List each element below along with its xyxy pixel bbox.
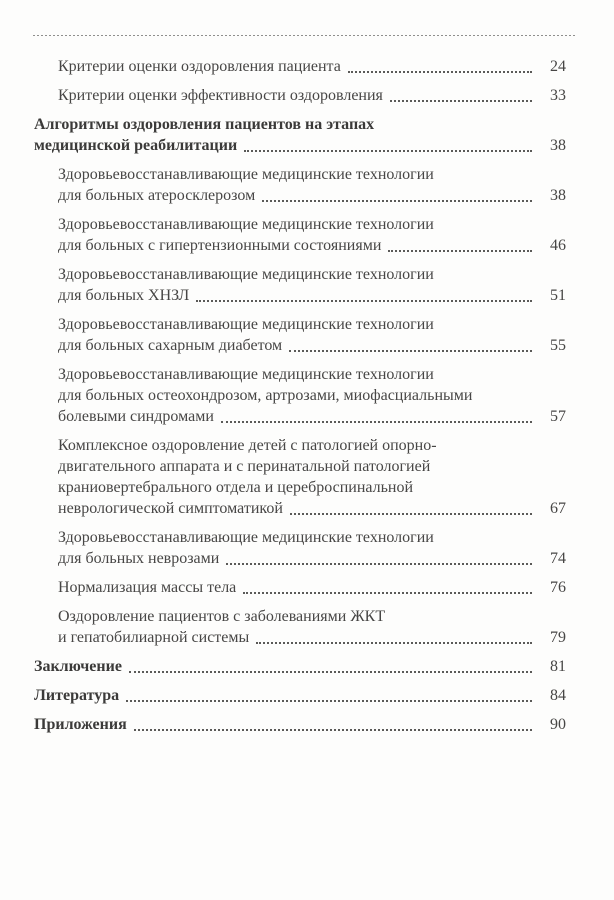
toc-entry-text: для больных атеросклерозом xyxy=(58,187,256,204)
page-number: 33 xyxy=(550,87,566,104)
toc-entry-text: Оздоровление пациентов с заболеваниями ЖКТ xyxy=(58,608,386,625)
dot-leader xyxy=(388,250,532,252)
toc-entry xyxy=(34,364,566,427)
page-number: 55 xyxy=(550,337,566,354)
toc-entry-text: для больных с гипертензионными состояниями xyxy=(58,237,382,254)
toc-entry-text: Здоровьевосстанавливающие медицинские технологии xyxy=(58,216,434,233)
page-number: 57 xyxy=(550,408,566,425)
toc-entry xyxy=(34,264,566,306)
dot-leader xyxy=(348,71,532,73)
toc-entry-line xyxy=(58,627,566,648)
toc-entry-text: для больных сахарным диабетом xyxy=(58,337,283,354)
toc-entry-text: Здоровьевосстанавливающие медицинские технологии xyxy=(58,529,434,546)
toc-entry-text: Здоровьевосстанавливающие медицинские технологии xyxy=(58,366,434,383)
toc-entry xyxy=(34,714,566,735)
dot-leader xyxy=(244,150,532,152)
page-number: 67 xyxy=(550,500,566,517)
toc-entry xyxy=(34,527,566,569)
dot-leader xyxy=(221,421,532,423)
toc-entry xyxy=(34,656,566,677)
toc-entry-text: для больных неврозами xyxy=(58,550,220,567)
toc-entry-line xyxy=(58,548,566,569)
toc-entry-text: Заключение xyxy=(34,658,122,675)
toc-entry-text: неврологической симптоматикой xyxy=(58,500,283,517)
dot-leader xyxy=(390,100,532,102)
toc-entry-line xyxy=(58,164,566,185)
header-rule xyxy=(33,35,576,36)
toc-entry-line xyxy=(58,285,566,306)
toc-entry-line xyxy=(58,606,566,627)
dot-leader xyxy=(196,300,532,302)
toc-entry-text: и гепатобилиарной системы xyxy=(58,629,250,646)
toc-entry-line xyxy=(58,385,566,406)
table-of-contents xyxy=(34,56,566,743)
page-number: 74 xyxy=(550,550,566,567)
toc-entry-text: Приложения xyxy=(34,716,127,733)
toc-entry xyxy=(34,214,566,256)
toc-entry-line xyxy=(58,185,566,206)
dot-leader xyxy=(262,200,532,202)
dot-leader xyxy=(129,671,532,673)
toc-entry-line xyxy=(58,435,566,456)
toc-entry-line xyxy=(58,235,566,256)
toc-entry-line xyxy=(58,314,566,335)
toc-entry-line xyxy=(58,85,566,106)
toc-entry xyxy=(34,164,566,206)
page-number: 46 xyxy=(550,237,566,254)
toc-entry-line xyxy=(58,264,566,285)
toc-entry-text: Здоровьевосстанавливающие медицинские технологии xyxy=(58,166,434,183)
page-number: 38 xyxy=(550,137,566,154)
toc-entry-line xyxy=(58,56,566,77)
toc-entry-text: для больных остеохондрозом, артрозами, миофасциальными xyxy=(58,387,473,404)
toc-entry xyxy=(34,56,566,77)
page-number: 84 xyxy=(550,687,566,704)
dot-leader xyxy=(126,700,532,702)
dot-leader xyxy=(289,350,532,352)
toc-entry xyxy=(34,85,566,106)
toc-entry-text: Алгоритмы оздоровления пациентов на этапах xyxy=(34,116,375,133)
toc-entry-line xyxy=(58,214,566,235)
toc-entry-text: болевыми синдромами xyxy=(58,408,214,425)
toc-entry-line xyxy=(58,456,566,477)
page-number: 24 xyxy=(550,58,566,75)
toc-entry xyxy=(34,314,566,356)
toc-entry-line xyxy=(58,335,566,356)
dot-leader xyxy=(256,642,532,644)
page-number: 51 xyxy=(550,287,566,304)
toc-entry-text: двигательного аппарата и с перинатальной патологией xyxy=(58,458,431,475)
toc-entry-text: Критерии оценки оздоровления пациента xyxy=(58,58,341,75)
toc-entry-line xyxy=(58,406,566,427)
toc-entry-line xyxy=(34,656,566,677)
toc-entry-text: Литература xyxy=(34,687,120,704)
toc-entry-line xyxy=(58,498,566,519)
dot-leader xyxy=(134,729,532,731)
toc-entry-text: Нормализация массы тела xyxy=(58,579,237,596)
page-number: 79 xyxy=(550,629,566,646)
toc-entry-text: для больных ХНЗЛ xyxy=(58,287,190,304)
dot-leader xyxy=(226,563,532,565)
toc-entry-text: медицинской реабилитации xyxy=(34,137,238,154)
toc-entry xyxy=(34,577,566,598)
toc-entry-line xyxy=(58,477,566,498)
page-number: 38 xyxy=(550,187,566,204)
page-number: 90 xyxy=(550,716,566,733)
toc-entry-line xyxy=(34,714,566,735)
toc-entry xyxy=(34,606,566,648)
toc-entry xyxy=(34,114,566,156)
toc-entry xyxy=(34,435,566,519)
toc-entry-line xyxy=(34,135,566,156)
page-number: 76 xyxy=(550,579,566,596)
toc-entry-text: Здоровьевосстанавливающие медицинские технологии xyxy=(58,316,434,333)
toc-entry-text: Критерии оценки эффективности оздоровления xyxy=(58,87,383,104)
toc-entry-line xyxy=(58,364,566,385)
toc-entry xyxy=(34,685,566,706)
toc-entry-text: Здоровьевосстанавливающие медицинские технологии xyxy=(58,266,434,283)
toc-entry-line xyxy=(34,685,566,706)
page-number: 81 xyxy=(550,658,566,675)
toc-entry-line xyxy=(58,527,566,548)
toc-entry-line xyxy=(58,577,566,598)
dot-leader xyxy=(243,592,532,594)
dot-leader xyxy=(290,513,532,515)
toc-entry-line xyxy=(34,114,566,135)
toc-entry-text: Комплексное оздоровление детей с патологией опорно- xyxy=(58,437,437,454)
toc-entry-text: краниовертебрального отдела и цереброспинальной xyxy=(58,479,414,496)
